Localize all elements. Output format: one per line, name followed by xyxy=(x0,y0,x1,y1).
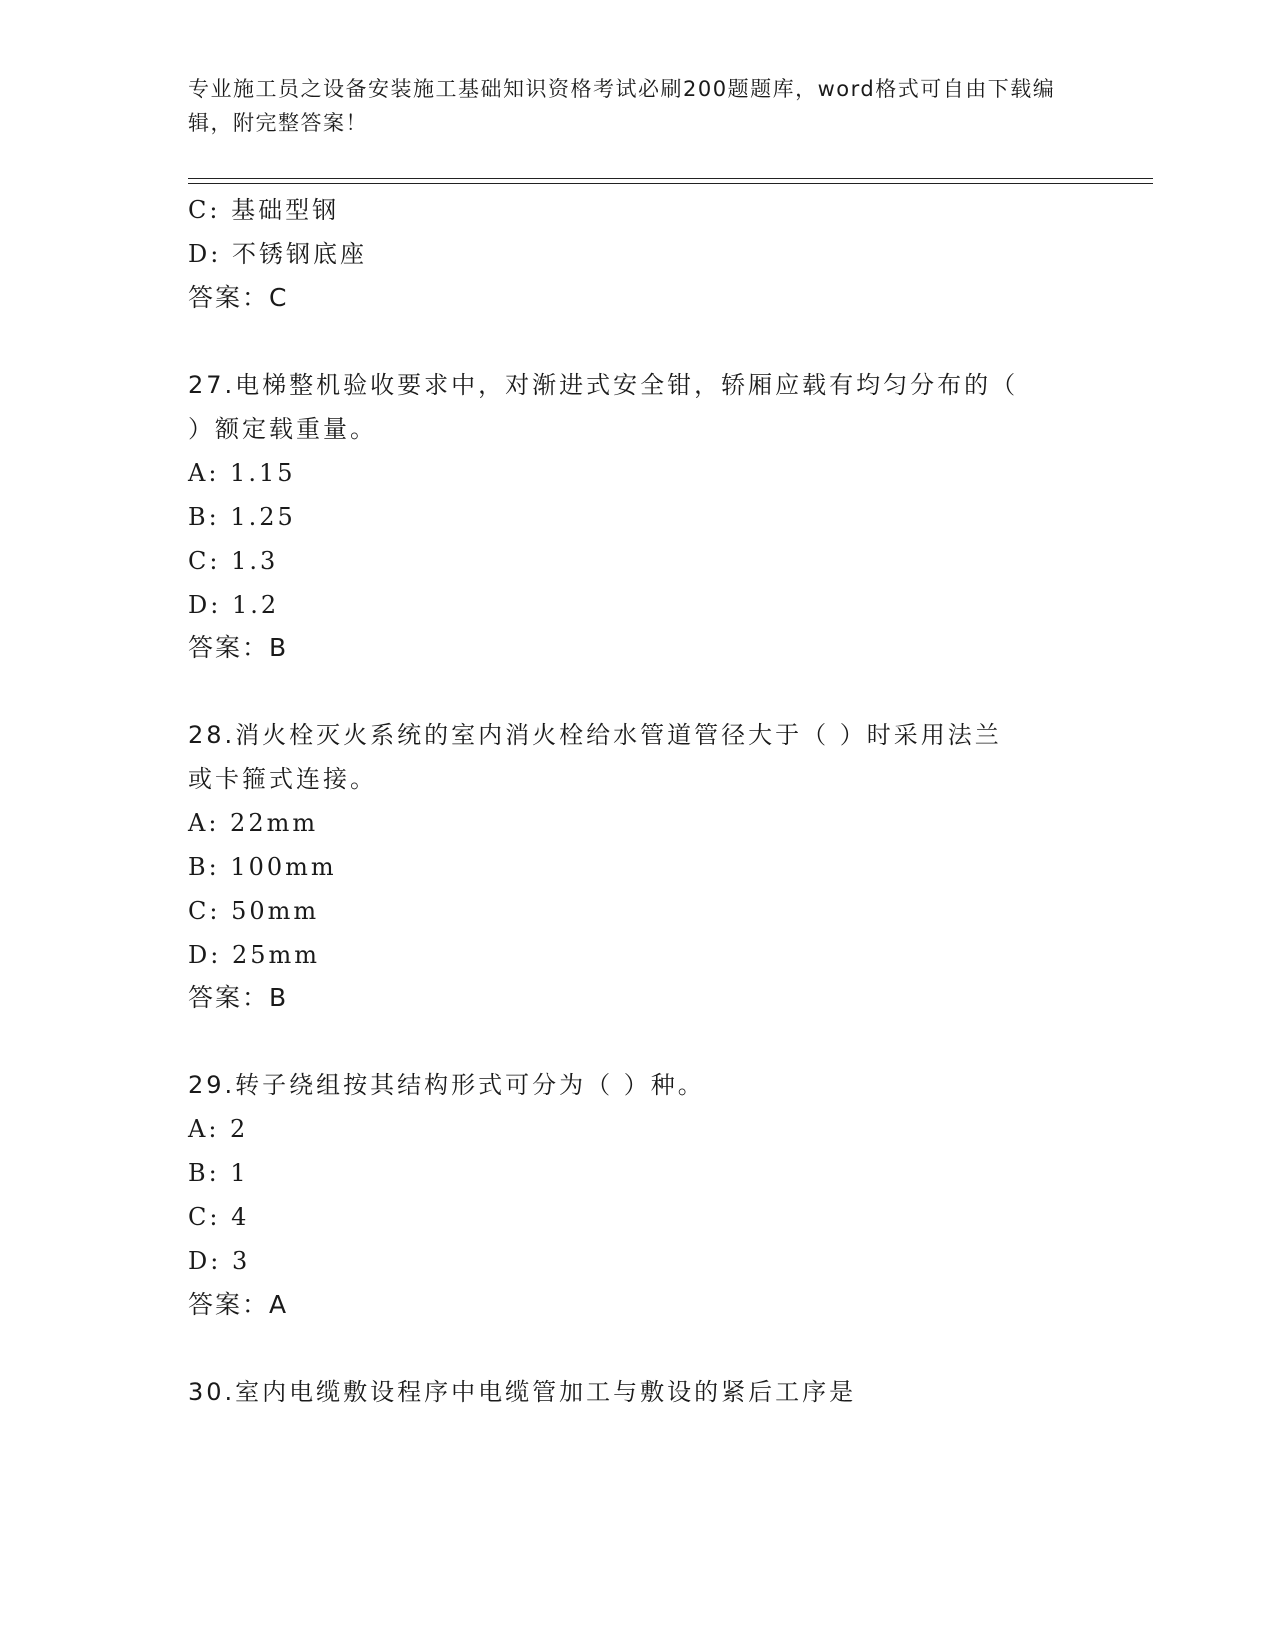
question-28-option-c: C: 50mm xyxy=(188,897,320,925)
question-27-option-d: D: 1.2 xyxy=(188,591,280,619)
question-28-option-d: D: 25mm xyxy=(188,941,321,969)
option-c: C: 基础型钢 xyxy=(188,196,340,224)
question-28-option-a: A: 22mm xyxy=(188,809,319,837)
question-27-option-a: A: 1.15 xyxy=(188,459,296,487)
question-29-option-c: C: 4 xyxy=(188,1203,250,1231)
question-29-option-b: B: 1 xyxy=(188,1159,249,1187)
question-29-option-a: A: 2 xyxy=(188,1115,249,1143)
option-d: D: 不锈钢底座 xyxy=(188,240,367,268)
question-28-stem-line-2: 或卡箍式连接。 xyxy=(188,765,377,793)
question-29-answer: 答案：A xyxy=(188,1290,289,1319)
question-27-stem-line-1: 27.电梯整机验收要求中，对渐进式安全钳，轿厢应载有均匀分布的（ xyxy=(188,371,1019,399)
question-27-answer: 答案：B xyxy=(188,633,289,662)
question-27-stem-line-2: ）额定载重量。 xyxy=(188,415,377,443)
question-28-stem-line-1: 28.消火栓灭火系统的室内消火栓给水管道管径大于（ ）时采用法兰 xyxy=(188,721,1002,749)
header-divider-top xyxy=(188,178,1153,179)
document-header: 专业施工员之设备安装施工基础知识资格考试必刷200题题库，word格式可自由下载编辑，附完整答案！ xyxy=(188,77,1056,135)
question-28-option-b: B: 100mm xyxy=(188,853,337,881)
question-29-stem-line-1: 29.转子绕组按其结构形式可分为（ ）种。 xyxy=(188,1071,705,1099)
answer-label: 答案：C xyxy=(188,283,289,312)
question-28-answer: 答案：B xyxy=(188,983,289,1012)
header-divider-bottom xyxy=(188,183,1153,184)
question-30-stem-line-1: 30.室内电缆敷设程序中电缆管加工与敷设的紧后工序是 xyxy=(188,1378,857,1406)
question-27-option-c: C: 1.3 xyxy=(188,547,279,575)
question-27-option-b: B: 1.25 xyxy=(188,503,296,531)
question-29-option-d: D: 3 xyxy=(188,1247,251,1275)
